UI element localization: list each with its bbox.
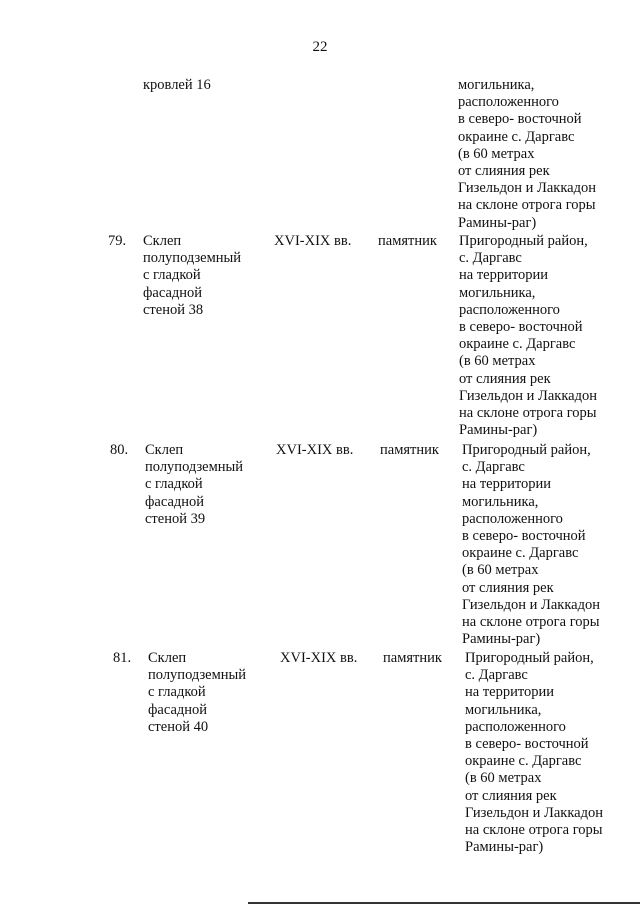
location-line: в северо- восточной	[459, 319, 583, 336]
location-line: (в 60 метрах	[459, 353, 536, 370]
location-line: от слияния рек	[465, 787, 557, 804]
location-line: Гизельдон и Лаккадон	[465, 804, 603, 821]
location-line: (в 60 метрах	[465, 770, 542, 787]
location-line: окраине с. Даргавс	[465, 753, 582, 770]
name-line: Склеп	[143, 233, 182, 249]
location-line: Рамины-раг)	[459, 422, 538, 439]
page-edge-rule	[248, 902, 640, 904]
location-line: могильника,	[459, 284, 536, 301]
object-location	[465, 650, 603, 856]
location-line: Гизельдон и Лаккадон	[458, 180, 596, 197]
location-line: с. Даргавс	[465, 667, 528, 684]
row-number: 80.	[110, 442, 129, 458]
object-category: памятник	[380, 442, 439, 458]
name-line: полуподземный	[143, 250, 242, 267]
object-location	[459, 233, 597, 439]
name-line: Склеп	[148, 650, 187, 666]
object-name	[143, 77, 211, 94]
object-name	[143, 233, 241, 319]
location-line: могильника,	[462, 493, 539, 510]
location-line: Рамины-раг)	[462, 631, 541, 648]
name-line: с гладкой	[143, 267, 201, 284]
name-line: фасадной	[143, 284, 203, 301]
row-number: 81.	[113, 650, 132, 666]
location-line: расположенного	[462, 510, 563, 527]
name-line: стеной 39	[145, 510, 206, 527]
location-line: могильника,	[465, 701, 542, 718]
location-line: Пригородный район,	[459, 233, 588, 249]
object-location	[458, 77, 596, 232]
location-line: на территории	[462, 476, 552, 493]
location-line: на склоне отрога горы	[462, 614, 600, 631]
object-category: памятник	[383, 650, 442, 666]
location-line: окраине с. Даргавс	[462, 545, 579, 562]
location-line: расположенного	[458, 94, 559, 111]
location-line: от слияния рек	[458, 163, 550, 180]
location-line: Пригородный район,	[462, 442, 591, 458]
object-period: XVI-XIX вв.	[274, 233, 352, 249]
location-line: с. Даргавс	[459, 250, 522, 267]
location-line: на склоне отрога горы	[458, 197, 596, 214]
location-line: с. Даргавс	[462, 459, 525, 476]
name-line: с гладкой	[145, 476, 203, 493]
location-line: на территории	[459, 267, 549, 284]
location-line: могильника,	[458, 77, 535, 93]
name-line: с гладкой	[148, 684, 206, 701]
location-line: (в 60 метрах	[462, 562, 539, 579]
location-line: расположенного	[459, 301, 560, 318]
location-line: окраине с. Даргавс	[459, 336, 576, 353]
name-line: полуподземный	[145, 459, 244, 476]
location-line: на склоне отрога горы	[459, 405, 597, 422]
object-location	[462, 442, 600, 648]
object-period: XVI-XIX вв.	[276, 442, 354, 458]
location-line: Пригородный район,	[465, 650, 594, 666]
object-name	[145, 442, 243, 528]
location-line: на территории	[465, 684, 555, 701]
page-number: 22	[312, 39, 328, 55]
name-line: полуподземный	[148, 667, 247, 684]
location-line: Рамины-раг)	[458, 214, 537, 231]
location-line: Гизельдон и Лаккадон	[462, 596, 600, 613]
location-line: (в 60 метрах	[458, 145, 535, 162]
location-line: Рамины-раг)	[465, 839, 544, 856]
name-line: фасадной	[148, 701, 208, 718]
location-line: от слияния рек	[462, 579, 554, 596]
object-category: памятник	[378, 233, 437, 249]
name-line: стеной 38	[143, 301, 204, 318]
location-line: в северо- восточной	[458, 111, 582, 128]
location-line: от слияния рек	[459, 370, 551, 387]
location-line: расположенного	[465, 718, 566, 735]
location-line: Гизельдон и Лаккадон	[459, 387, 597, 404]
object-period: XVI-XIX вв.	[280, 650, 358, 666]
location-line: окраине с. Даргавс	[458, 128, 575, 145]
object-name	[148, 650, 246, 736]
location-line: в северо- восточной	[465, 736, 589, 753]
row-number: 79.	[108, 233, 127, 249]
location-line: в северо- восточной	[462, 528, 586, 545]
name-line: Склеп	[145, 442, 184, 458]
name-line: стеной 40	[148, 718, 209, 735]
name-line: фасадной	[145, 493, 205, 510]
location-line: на склоне отрога горы	[465, 822, 603, 839]
name-line: кровлей 16	[143, 77, 211, 93]
